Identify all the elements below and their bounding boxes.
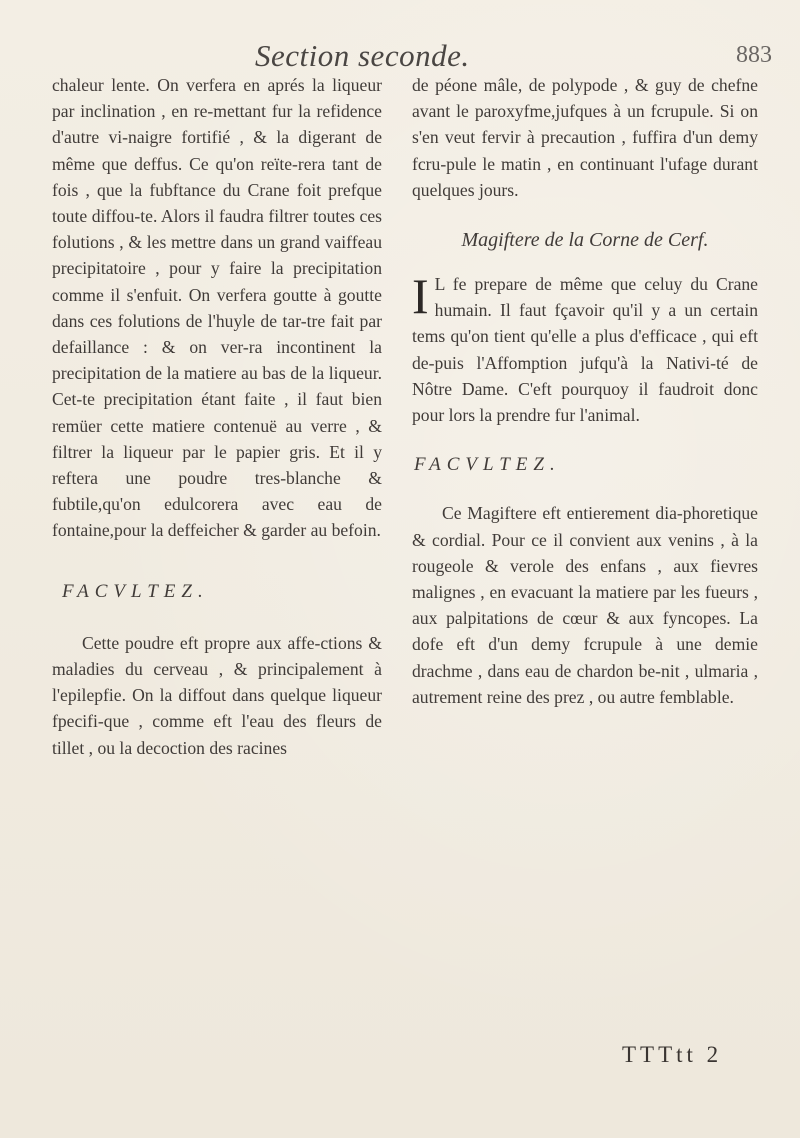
left-column [52, 72, 382, 761]
left-paragraph-1: chaleur lente. On verfera en aprés la liqueur par inclination , en re-mettant fur la refidence d'autre vi-naigre fortifié , & la digerant de même que deffus. Ce qu'on reïte-rera tant de fois , que la fubftance du Crane foit prefque toute diffou-te. Alors il faudra filtrer toutes ces folutions , & les mettre dans un grand vaiffeau precipitatoire , pour y faire la precipitation comme il s'enfuit. On verfera goutte à goutte dans ces folutions de l'huyle de tar-tre fait par defaillance : & on ver-ra incontinent la precipitation de la matiere au bas de la liqueur. Cet-te precipitation étant faite , il faut bien remüer cette matiere contenuë au verre , & filtrer la liqueur par le papier gris. Et il y reftera une poudre tres-blanche & fubtile,qu'on edulcorera avec eau de fontaine,pour la deffeicher & garder au befoin. [52, 75, 382, 541]
right-paragraph-1: de péone mâle, de polypode , & guy de chefne avant le paroxyfme,jufques à un fcrupule. Si on s'en veut fervir à precaution , fuffira d'un demy fcru-pule le matin , en continuant l'ufage durant quelques jours. [412, 75, 758, 200]
running-head: Section seconde. [255, 38, 470, 73]
right-facultez-heading: FACVLTEZ. [414, 454, 561, 476]
signature-catchword: TTTtt 2 [622, 1042, 723, 1067]
left-paragraph-2: Cette poudre eft propre aux affe-ctions & maladies du cerveau , & principalement à l'epilepfie. On la diffout dans quelque liqueur fpecifi-que , comme eft l'eau des fleurs de tillet , ou la decoction des racines [52, 632, 382, 758]
section-subtitle: Magiftere de la Corne de Cerf. [461, 229, 709, 252]
right-paragraph-3: Ce Magiftere eft entierement dia-phoretique & cordial. Pour ce il convient aux venins , à la rougeole & verole des enfans , aux fievres malignes , en evacuant la matiere par les fueurs , aux palpitations de cœur & aux fyncopes. La dofe eft d'un demy fcrupule à une demie drachme , dans eau de chardon be-nit , ulmaria , autrement reine des prez , ou autre femblable. [412, 503, 758, 707]
left-facultez-heading: FACVLTEZ. [62, 580, 209, 602]
page-number: 883 [736, 42, 772, 68]
drop-cap: I [412, 268, 429, 325]
right-column [412, 72, 758, 710]
right-paragraph-2-text: L fe prepare de même que celuy du Crane humain. Il faut fçavoir qu'il y a un certain tems qu'on tient qu'elle a plus d'efficace , qui eft de-puis l'Affomption jufqu'à la Nativi-té de Nôtre Dame. C'eft pourquoy il faudroit donc pour lors la prendre fur l'animal. [412, 274, 758, 426]
right-paragraph-2 [412, 268, 758, 428]
